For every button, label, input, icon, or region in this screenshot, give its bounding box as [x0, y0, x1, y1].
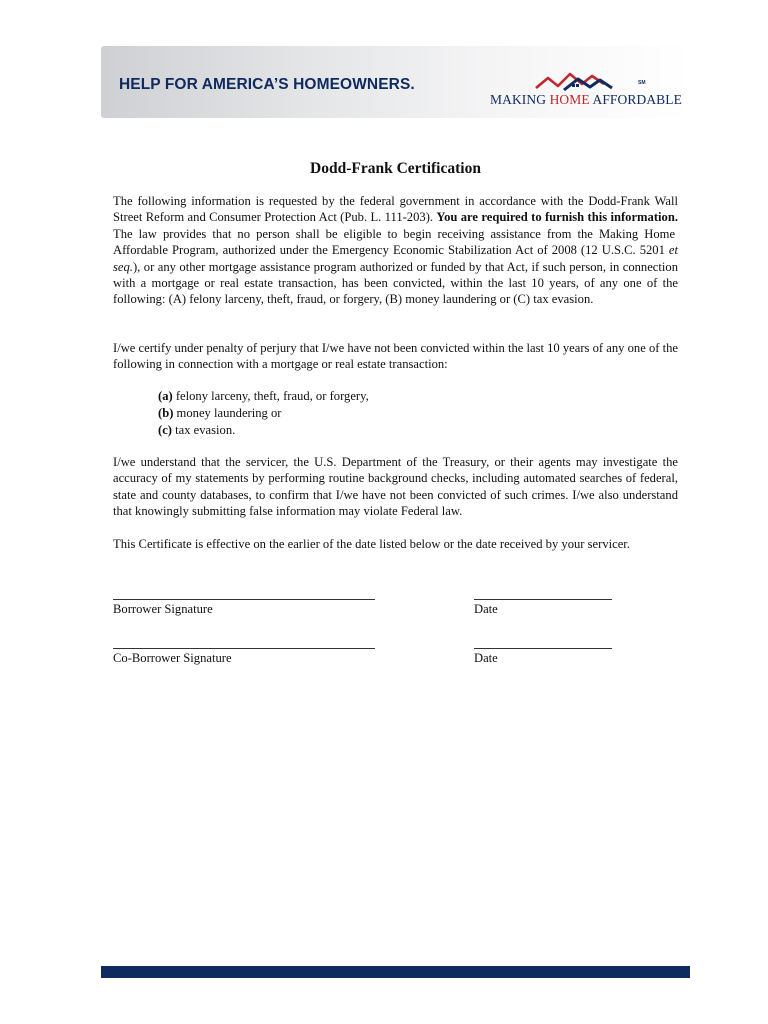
- header-tagline: HELP FOR AMERICA’S HOMEOWNERS.: [119, 76, 415, 93]
- requirement-paragraph: The following information is requested by the federal government in accordance with the Dodd-Frank Wall Street Reform and Consumer Protection Act (Pub. L. 111-203). You are required to furnish this information. The law provides that no person shall be eligible to begin receiving assistance from the Making Home Affordable Program, authorized under the Emergency Economic Stabilization Act of 2008 (12 U.S.C. 5201 et seq.), or any other mortgage assistance program authorized or funded by that Act, if such person, in connection with a mortgage or real estate transaction, has been convicted, within the last 10 years, of any one of the following: (A) felony larceny, theft, fraud, or forgery, (B) money laundering or (C) tax evasion.: [113, 194, 678, 307]
- effective-date-paragraph: This Certificate is effective on the earlier of the date listed below or the date received by your servicer.: [113, 537, 630, 551]
- coborrower-date-line[interactable]: [474, 648, 612, 649]
- certification-paragraph: I/we certify under penalty of perjury that I/we have not been convicted within the last 10 years of any one of the following in connection with a mortgage or real estate transaction:: [113, 341, 678, 372]
- list-item: (a) felony larceny, theft, fraud, or forgery,: [158, 389, 369, 403]
- houses-roofline-icon: [534, 70, 614, 92]
- borrower-signature-label: Borrower Signature: [113, 602, 213, 616]
- list-item: (b) money laundering or: [158, 406, 282, 420]
- borrower-signature-line[interactable]: [113, 599, 375, 600]
- coborrower-date-label: Date: [474, 651, 498, 665]
- borrower-date-line[interactable]: [474, 599, 612, 600]
- offense-list: [158, 388, 369, 439]
- understanding-paragraph: I/we understand that the servicer, the U.S. Department of the Treasury, or their agents may investigate the accuracy of my statements by performing routine background checks, including automated searches of federal, state and county databases, to confirm that I/we have not been convicted of such crimes. I/we also understand that knowingly submitting false information may violate Federal law.: [113, 455, 678, 519]
- logo-wordmark: MAKING HOME AFFORDABLE: [490, 92, 682, 107]
- making-home-affordable-logo: [490, 68, 690, 112]
- footer-bar: [101, 966, 690, 978]
- list-item: (c) tax evasion.: [158, 423, 236, 437]
- document-title: Dodd-Frank Certification: [310, 160, 481, 177]
- header-banner: [101, 46, 690, 118]
- coborrower-signature-line[interactable]: [113, 648, 375, 649]
- coborrower-signature-label: Co-Borrower Signature: [113, 651, 232, 665]
- borrower-date-label: Date: [474, 602, 498, 616]
- service-mark: SM: [638, 80, 646, 86]
